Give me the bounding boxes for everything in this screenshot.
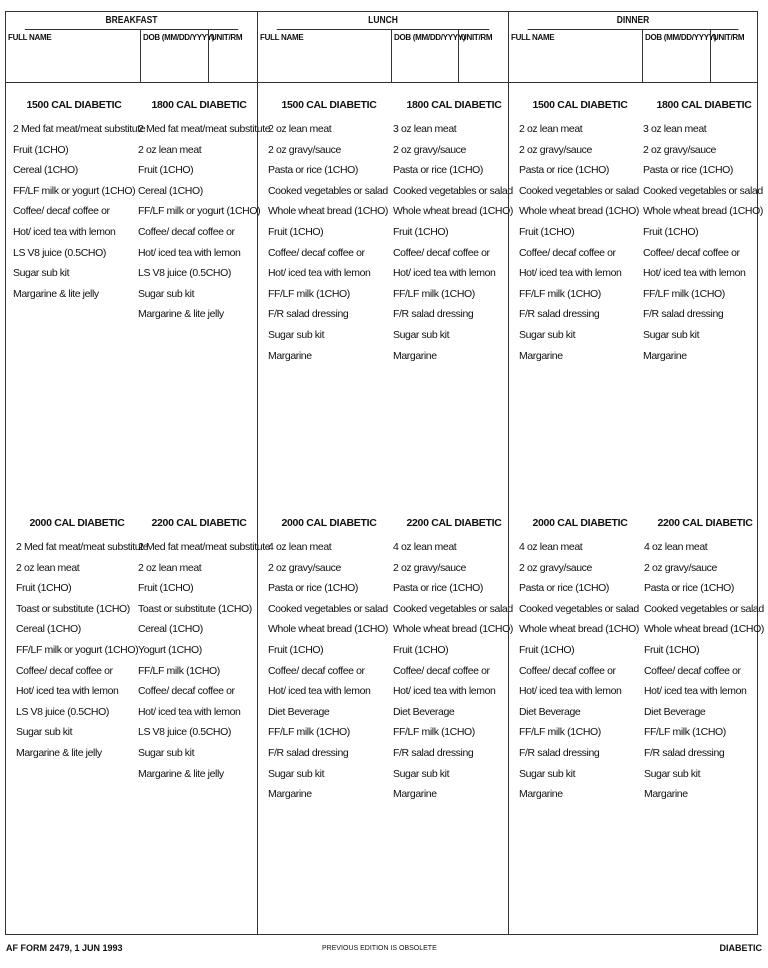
menu-dinner-1500 bbox=[519, 99, 641, 366]
menu-item: LS V8 juice (0.5CHO) bbox=[13, 246, 106, 259]
menu-item: Sugar sub kit bbox=[644, 767, 701, 780]
menu-item: Margarine & lite jelly bbox=[13, 287, 99, 300]
menu-title: 2200 CAL DIABETIC bbox=[657, 517, 753, 529]
menu-item: Fruit (1CHO) bbox=[268, 643, 324, 656]
menu-item: Sugar sub kit bbox=[13, 267, 70, 280]
dob-field[interactable]: DOB (MM/DD/YYYY) bbox=[140, 30, 208, 82]
meal-title: BREAKFAST bbox=[25, 12, 238, 30]
menu-item: Sugar sub kit bbox=[393, 328, 450, 341]
menu-item: Pasta or rice (1CHO) bbox=[268, 582, 359, 595]
dinner-section bbox=[508, 12, 764, 934]
menu-item: Coffee/ decaf coffee or bbox=[268, 664, 365, 677]
menu-item: FF/LF milk (1CHO) bbox=[643, 287, 725, 300]
menu-item: 2 Med fat meat/meat substitute bbox=[138, 123, 271, 135]
menu-item: F/R salad dressing bbox=[393, 746, 474, 759]
menu-item: 2 oz lean meat bbox=[519, 123, 583, 135]
menu-item: Cooked vegetables or salad bbox=[519, 602, 639, 615]
menu-item: Pasta or rice (1CHO) bbox=[519, 164, 610, 177]
menu-title: 2000 CAL DIABETIC bbox=[281, 517, 377, 529]
menu-item: Margarine & lite jelly bbox=[138, 767, 224, 780]
menu-item: Sugar sub kit bbox=[393, 767, 450, 780]
menu-item: FF/LF milk (1CHO) bbox=[393, 287, 475, 300]
menu-item: 2 oz gravy/sauce bbox=[268, 143, 341, 156]
menu-title: 1500 CAL DIABETIC bbox=[532, 99, 628, 111]
menu-item: Cereal (1CHO) bbox=[13, 164, 78, 177]
menu-item: F/R salad dressing bbox=[393, 308, 474, 321]
menu-item: Coffee/ decaf coffee or bbox=[13, 205, 110, 218]
menu-item: Hot/ iced tea with lemon bbox=[519, 267, 622, 280]
menu-item: Diet Beverage bbox=[268, 705, 330, 718]
menu-item: Fruit (1CHO) bbox=[644, 643, 700, 656]
menu-dinner-2000 bbox=[519, 517, 641, 805]
menu-item: 2 oz gravy/sauce bbox=[268, 561, 341, 574]
menu-item: F/R salad dressing bbox=[519, 308, 600, 321]
menu-item: Fruit (1CHO) bbox=[13, 143, 69, 156]
menu-item: 2 oz gravy/sauce bbox=[519, 143, 592, 156]
menu-item: 2 oz gravy/sauce bbox=[393, 143, 466, 156]
menu-item: Margarine bbox=[644, 788, 688, 801]
menu-title: 2200 CAL DIABETIC bbox=[151, 517, 247, 529]
menu-item: Hot/ iced tea with lemon bbox=[138, 246, 241, 259]
menu-item: Coffee/ decaf coffee or bbox=[16, 664, 113, 677]
menu-item: Cereal (1CHO) bbox=[16, 623, 81, 636]
menu-item: Sugar sub kit bbox=[138, 287, 195, 300]
menu-item: FF/LF milk (1CHO) bbox=[138, 664, 220, 677]
menu-item: FF/LF milk or yogurt (1CHO) bbox=[13, 184, 136, 197]
menu-item: Yogurt (1CHO) bbox=[138, 643, 202, 656]
menu-item: 2 oz lean meat bbox=[138, 143, 202, 156]
menu-item: FF/LF milk (1CHO) bbox=[519, 726, 601, 739]
menu-title: 1500 CAL DIABETIC bbox=[281, 99, 377, 111]
menu-title: 1500 CAL DIABETIC bbox=[26, 99, 122, 111]
menu-item: Fruit (1CHO) bbox=[16, 582, 72, 595]
patient-id-row bbox=[509, 30, 757, 83]
menu-item: 2 Med fat meat/meat substitute bbox=[13, 123, 146, 135]
menu-item: 4 oz lean meat bbox=[268, 541, 332, 553]
menu-item: Fruit (1CHO) bbox=[519, 643, 575, 656]
menu-lunch-1500 bbox=[268, 99, 390, 366]
menu-item: 3 oz lean meat bbox=[393, 123, 457, 135]
menu-item: Coffee/ decaf coffee or bbox=[519, 664, 616, 677]
menu-item: Sugar sub kit bbox=[519, 767, 576, 780]
menu-item: Toast or substitute (1CHO) bbox=[138, 602, 252, 615]
menu-item: Coffee/ decaf coffee or bbox=[268, 246, 365, 259]
menu-item: Coffee/ decaf coffee or bbox=[519, 246, 616, 259]
menu-item: Pasta or rice (1CHO) bbox=[519, 582, 610, 595]
diet-order-form bbox=[5, 11, 764, 935]
menu-item: Whole wheat bread (1CHO) bbox=[644, 623, 764, 636]
menu-item: Margarine bbox=[519, 349, 563, 362]
menu-lunch-2200 bbox=[393, 517, 515, 805]
menu-item: Pasta or rice (1CHO) bbox=[393, 582, 484, 595]
menu-item: Cereal (1CHO) bbox=[138, 623, 203, 636]
dob-field[interactable]: DOB (MM/DD/YYYY) bbox=[391, 30, 458, 82]
menu-breakfast-1800 bbox=[138, 99, 271, 325]
menu-item: Margarine bbox=[393, 788, 437, 801]
menu-item: Margarine bbox=[268, 349, 312, 362]
menu-item: Fruit (1CHO) bbox=[643, 225, 699, 238]
menu-item: Hot/ iced tea with lemon bbox=[643, 267, 746, 280]
menu-item: Margarine & lite jelly bbox=[16, 746, 102, 759]
menu-item: 4 oz lean meat bbox=[644, 541, 708, 553]
menu-item: Hot/ iced tea with lemon bbox=[13, 225, 116, 238]
unit-room-field[interactable]: UNIT/RM bbox=[208, 30, 257, 82]
menu-item: Margarine bbox=[519, 788, 563, 801]
menu-item: Coffee/ decaf coffee or bbox=[138, 225, 235, 238]
patient-id-row bbox=[6, 30, 257, 83]
menu-item: Margarine bbox=[643, 349, 687, 362]
menu-item: Whole wheat bread (1CHO) bbox=[519, 623, 639, 636]
dob-field[interactable]: DOB (MM/DD/YYYY) bbox=[642, 30, 710, 82]
menu-item: 3 oz lean meat bbox=[643, 123, 707, 135]
menu-title: 1800 CAL DIABETIC bbox=[656, 99, 752, 111]
menu-item: Sugar sub kit bbox=[643, 328, 700, 341]
menu-item: Coffee/ decaf coffee or bbox=[393, 246, 490, 259]
menu-item: FF/LF milk or yogurt (1CHO) bbox=[138, 205, 261, 218]
menu-item: Cooked vegetables or salad bbox=[644, 602, 764, 615]
menu-item: Coffee/ decaf coffee or bbox=[644, 664, 741, 677]
menu-item: Coffee/ decaf coffee or bbox=[138, 685, 235, 698]
breakfast-section bbox=[6, 12, 271, 934]
menu-item: Toast or substitute (1CHO) bbox=[16, 602, 130, 615]
menu-item: 2 oz gravy/sauce bbox=[519, 561, 592, 574]
menu-breakfast-2200 bbox=[138, 517, 271, 784]
menu-item: Hot/ iced tea with lemon bbox=[268, 685, 371, 698]
form-id: AF FORM 2479, 1 JUN 1993 bbox=[6, 943, 123, 953]
menu-item: FF/LF milk or yogurt (1CHO) bbox=[16, 643, 139, 656]
menu-item: FF/LF milk (1CHO) bbox=[268, 287, 350, 300]
form-type: DIABETIC bbox=[719, 943, 762, 953]
menu-item: FF/LF milk (1CHO) bbox=[519, 287, 601, 300]
menu-item: Diet Beverage bbox=[519, 705, 581, 718]
menu-item: Hot/ iced tea with lemon bbox=[393, 267, 496, 280]
menu-item: Hot/ iced tea with lemon bbox=[16, 685, 119, 698]
menu-item: 2 Med fat meat/meat substitute bbox=[138, 541, 271, 553]
menu-item: 2 oz gravy/sauce bbox=[643, 143, 716, 156]
menu-dinner-2200 bbox=[644, 517, 766, 805]
menu-item: Fruit (1CHO) bbox=[268, 225, 324, 238]
menu-item: F/R salad dressing bbox=[268, 746, 349, 759]
menu-item: Whole wheat bread (1CHO) bbox=[268, 623, 388, 636]
menu-item: Cooked vegetables or salad bbox=[519, 184, 639, 197]
menu-item: F/R salad dressing bbox=[643, 308, 724, 321]
menu-item: Coffee/ decaf coffee or bbox=[393, 664, 490, 677]
menu-dinner-1800 bbox=[643, 99, 765, 366]
menu-item: Hot/ iced tea with lemon bbox=[393, 685, 496, 698]
lunch-section bbox=[257, 12, 513, 934]
menu-item: 4 oz lean meat bbox=[393, 541, 457, 553]
obsolete-notice: PREVIOUS EDITION IS OBSOLETE bbox=[322, 945, 437, 952]
menu-item: 2 oz lean meat bbox=[16, 561, 80, 574]
menu-item: Whole wheat bread (1CHO) bbox=[393, 623, 513, 636]
menu-item: Hot/ iced tea with lemon bbox=[138, 705, 241, 718]
menu-item: Sugar sub kit bbox=[138, 746, 195, 759]
menu-item: Fruit (1CHO) bbox=[138, 164, 194, 177]
menu-item: 2 oz lean meat bbox=[268, 123, 332, 135]
menu-item: Margarine bbox=[393, 349, 437, 362]
menu-item: Cooked vegetables or salad bbox=[268, 602, 388, 615]
menu-item: LS V8 juice (0.5CHO) bbox=[138, 726, 231, 739]
menu-item: 2 Med fat meat/meat substitute bbox=[16, 541, 149, 553]
menu-item: Cooked vegetables or salad bbox=[393, 602, 513, 615]
full-name-field[interactable]: FULL NAME bbox=[260, 33, 304, 42]
menu-item: Whole wheat bread (1CHO) bbox=[519, 205, 639, 218]
patient-id-row bbox=[258, 30, 508, 83]
menu-title: 2200 CAL DIABETIC bbox=[406, 517, 502, 529]
menu-item: Hot/ iced tea with lemon bbox=[268, 267, 371, 280]
menu-item: Fruit (1CHO) bbox=[138, 582, 194, 595]
menu-item: Sugar sub kit bbox=[268, 767, 325, 780]
menu-item: Margarine bbox=[268, 788, 312, 801]
menu-item: LS V8 juice (0.5CHO) bbox=[16, 705, 109, 718]
menu-item: Cooked vegetables or salad bbox=[268, 184, 388, 197]
menu-item: Sugar sub kit bbox=[16, 726, 73, 739]
menu-breakfast-1500 bbox=[13, 99, 146, 304]
menu-item: Pasta or rice (1CHO) bbox=[644, 582, 735, 595]
menu-item: Coffee/ decaf coffee or bbox=[643, 246, 740, 259]
menu-title: 2000 CAL DIABETIC bbox=[29, 517, 125, 529]
menu-item: 2 oz lean meat bbox=[138, 561, 202, 574]
unit-room-field[interactable]: UNIT/RM bbox=[458, 30, 508, 82]
menu-title: 1800 CAL DIABETIC bbox=[406, 99, 502, 111]
menu-item: 2 oz gravy/sauce bbox=[644, 561, 717, 574]
menu-item: Diet Beverage bbox=[644, 705, 706, 718]
menu-lunch-2000 bbox=[268, 517, 390, 805]
menu-title: 2000 CAL DIABETIC bbox=[532, 517, 628, 529]
menu-item: Fruit (1CHO) bbox=[393, 225, 449, 238]
menu-item: FF/LF milk (1CHO) bbox=[393, 726, 475, 739]
meal-title: DINNER bbox=[528, 12, 739, 30]
menu-item: Pasta or rice (1CHO) bbox=[643, 164, 734, 177]
menu-item: Cereal (1CHO) bbox=[138, 184, 203, 197]
menu-item: FF/LF milk (1CHO) bbox=[644, 726, 726, 739]
menu-item: F/R salad dressing bbox=[268, 308, 349, 321]
unit-room-field[interactable]: UNIT/RM bbox=[710, 30, 757, 82]
menu-item: FF/LF milk (1CHO) bbox=[268, 726, 350, 739]
menu-item: Cooked vegetables or salad bbox=[393, 184, 513, 197]
menu-item: F/R salad dressing bbox=[519, 746, 600, 759]
menu-item: F/R salad dressing bbox=[644, 746, 725, 759]
menu-lunch-1800 bbox=[393, 99, 515, 366]
full-name-field[interactable]: FULL NAME bbox=[511, 33, 555, 42]
menu-item: LS V8 juice (0.5CHO) bbox=[138, 267, 231, 280]
menu-item: Margarine & lite jelly bbox=[138, 308, 224, 321]
menu-item: Hot/ iced tea with lemon bbox=[519, 685, 622, 698]
menu-item: 4 oz lean meat bbox=[519, 541, 583, 553]
meal-title: LUNCH bbox=[277, 12, 490, 30]
menu-breakfast-2000 bbox=[16, 517, 149, 764]
menu-item: Whole wheat bread (1CHO) bbox=[268, 205, 388, 218]
menu-item: Fruit (1CHO) bbox=[519, 225, 575, 238]
menu-item: Hot/ iced tea with lemon bbox=[644, 685, 747, 698]
menu-item: Fruit (1CHO) bbox=[393, 643, 449, 656]
menu-item: Diet Beverage bbox=[393, 705, 455, 718]
menu-item: Sugar sub kit bbox=[268, 328, 325, 341]
menu-item: Whole wheat bread (1CHO) bbox=[393, 205, 513, 218]
menu-item: Whole wheat bread (1CHO) bbox=[643, 205, 763, 218]
menu-item: 2 oz gravy/sauce bbox=[393, 561, 466, 574]
menu-title: 1800 CAL DIABETIC bbox=[151, 99, 247, 111]
menu-item: Sugar sub kit bbox=[519, 328, 576, 341]
menu-item: Cooked vegetables or salad bbox=[643, 184, 763, 197]
menu-item: Pasta or rice (1CHO) bbox=[393, 164, 484, 177]
menu-item: Pasta or rice (1CHO) bbox=[268, 164, 359, 177]
full-name-field[interactable]: FULL NAME bbox=[8, 33, 52, 42]
